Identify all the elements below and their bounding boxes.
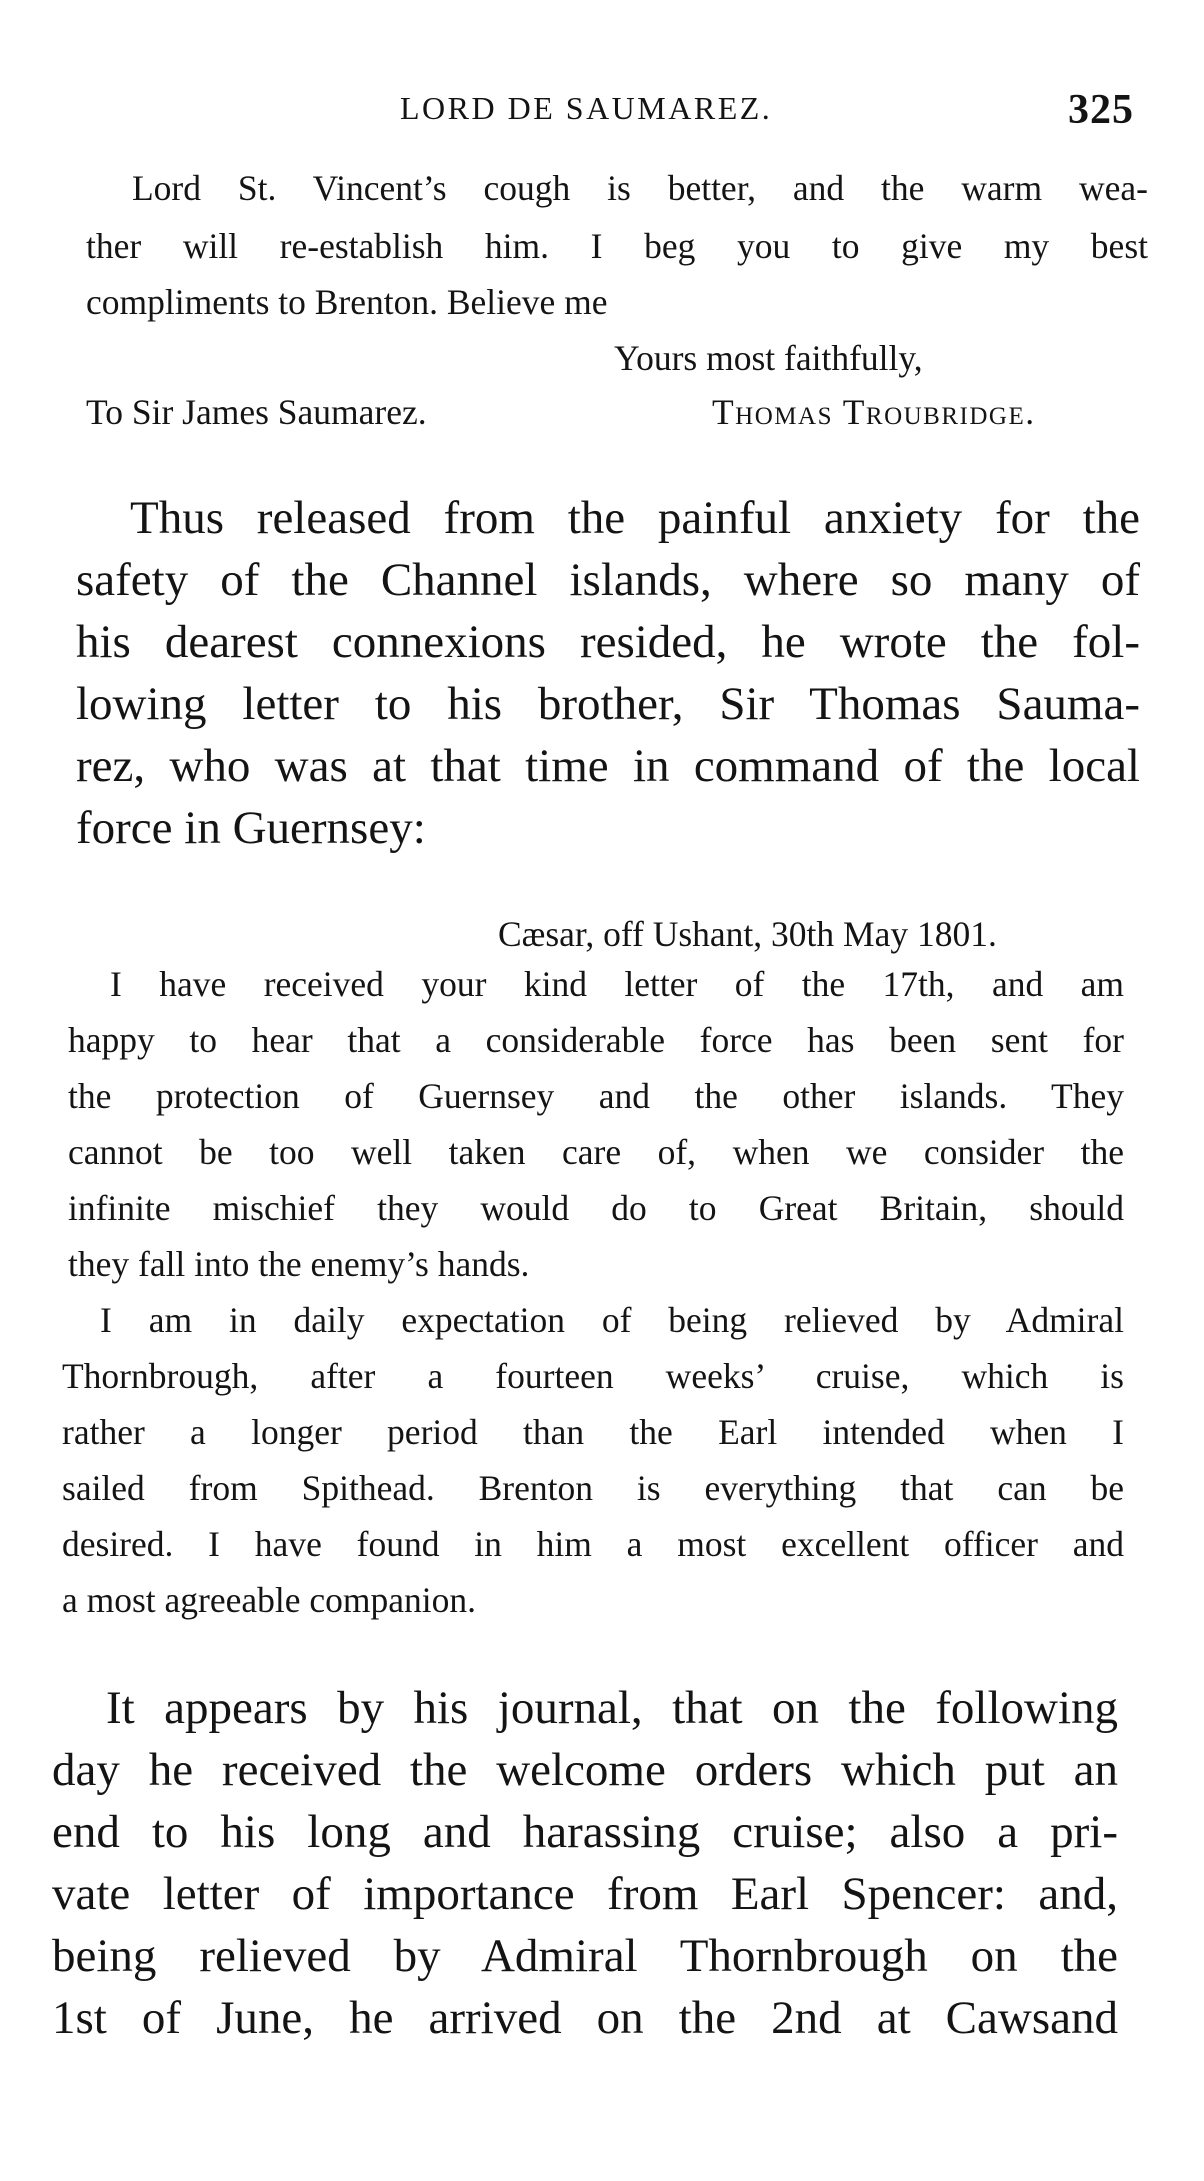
text-line: cannot be too well taken care of, when we consider the [68,1132,1124,1172]
page-header [0,86,1204,146]
text-line: his dearest connexions resided, he wrote the fol- [76,616,1140,668]
text-line: compliments to Brenton. Believe me [86,282,608,322]
text-line: being relieved by Admiral Thornbrough on the [52,1930,1118,1982]
text-line: rather a longer period than the Earl intended when I [62,1412,1124,1452]
text-line: lowing letter to his brother, Sir Thomas Sauma- [76,678,1140,730]
text-line: Lord St. Vincent’s cough is better, and the warm wea- [132,168,1148,208]
letter-dateline: Cæsar, off Ushant, 30th May 1801. [498,914,997,954]
text-line: sailed from Spithead. Brenton is everything that can be [62,1468,1124,1508]
text-line: a most agreeable companion. [62,1580,477,1620]
text-line: vate letter of importance from Earl Spencer: and, [52,1868,1118,1920]
text-line: infinite mischief they would do to Great Britain, should [68,1188,1124,1228]
text-line: day he received the welcome orders which put an [52,1744,1118,1796]
running-head: LORD DE SAUMAREZ. [400,90,773,126]
text-line: Thus released from the painful anxiety for the [130,492,1140,544]
letter-signature: Thomas Troubridge. [712,392,1036,432]
text-line: safety of the Channel islands, where so many of [76,554,1140,606]
text-line: I have received your kind letter of the 17th, and am [110,964,1124,1004]
text-line: the protection of Guernsey and the other islands. They [68,1076,1124,1116]
text-line: It appears by his journal, that on the following [106,1682,1118,1734]
text-line: happy to hear that a considerable force has been sent for [68,1020,1124,1060]
text-line: 1st of June, he arrived on the 2nd at Cawsand [52,1992,1118,2044]
text-line: desired. I have found in him a most excellent officer and [62,1524,1124,1564]
text-line: ther will re-establish him. I beg you to give my best [86,226,1148,266]
text-line: force in Guernsey: [76,802,426,854]
page-number: 325 [1068,87,1134,133]
text-line: Thornbrough, after a fourteen weeks’ cruise, which is [62,1356,1124,1396]
letter-addressee: To Sir James Saumarez. [86,392,427,432]
text-line: rez, who was at that time in command of the local [76,740,1140,792]
text-line: I am in daily expectation of being relieved by Admiral [100,1300,1124,1340]
text-line: they fall into the enemy’s hands. [68,1244,530,1284]
letter-closing: Yours most faithfully, [614,338,923,378]
text-line: end to his long and harassing cruise; also a pri- [52,1806,1118,1858]
